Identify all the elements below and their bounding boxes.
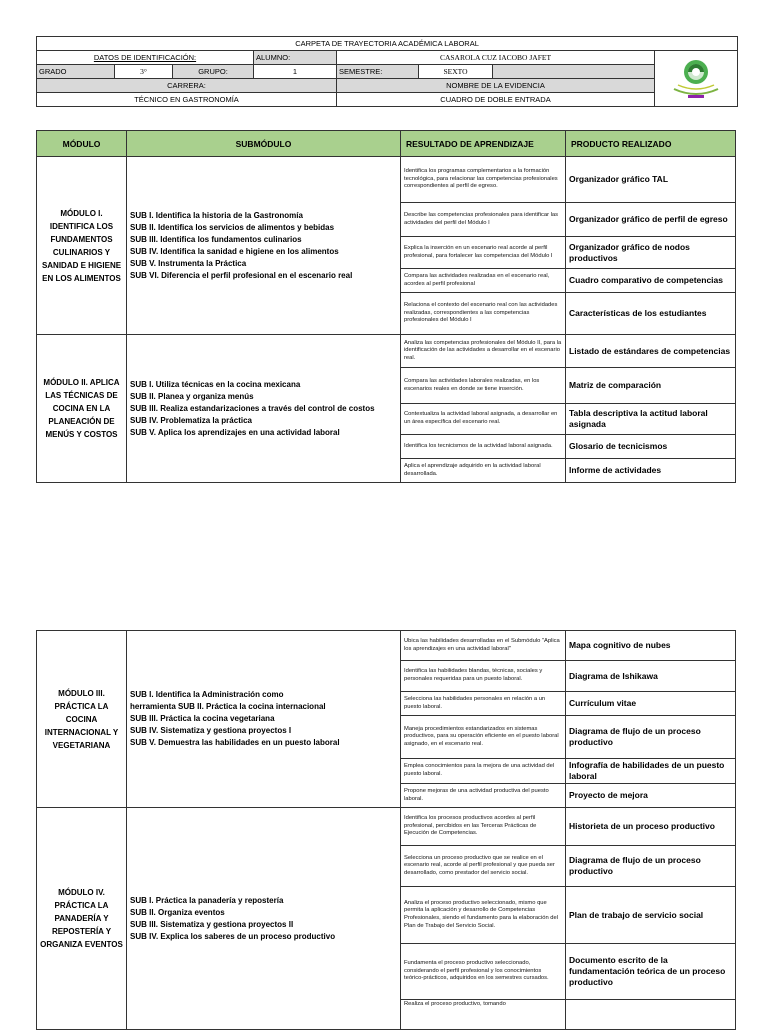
- datos-label: DATOS DE IDENTIFICACIÓN:: [37, 51, 254, 65]
- submodule-item: SUB III. Identifica los fundamentos culinarios: [130, 234, 302, 244]
- learning-outcome: Compara las actividades laborales realizadas, en los escenarios reales en donde se tiene inserción.: [401, 368, 566, 404]
- learning-outcome: Emplea conocimientos para la mejora de una actividad del puesto laboral.: [401, 759, 566, 784]
- learning-outcome: Identifica los procesos productivos acordes al perfil profesional, percibidos en las Terceras Prácticas de Ejecución de Competencias.: [401, 808, 566, 846]
- learning-outcome: Describe las competencias profesionales para identificar las actividades del perfil del Módulo I: [401, 203, 566, 237]
- product-cell: Glosario de tecnicismos: [566, 435, 736, 459]
- submodule-item: SUB I. Identifica la Administración como: [130, 690, 284, 699]
- col-modulo: MÓDULO: [37, 131, 127, 157]
- module-name: MÓDULO III. PRÁCTICA LA COCINA INTERNACIONAL Y VEGETARIANA: [37, 631, 127, 808]
- submodule-item: SUB IV. Explica los saberes de un proceso productivo: [130, 931, 336, 941]
- table-row: [37, 808, 736, 846]
- submodule-item: SUB V. Aplica los aprendizajes en una actividad laboral: [130, 427, 340, 437]
- learning-outcome: Ubica las habilidades desarrolladas en el Submódulo "Aplica los aprendizajes en una actividad laboral": [401, 631, 566, 661]
- product-cell: Listado de estándares de competencias: [566, 335, 736, 368]
- col-submodulo: SUBMÓDULO: [127, 131, 401, 157]
- logo-cell: [655, 51, 738, 107]
- product-cell: Diagrama de flujo de un proceso productivo: [566, 846, 736, 887]
- learning-outcome: Compara las actividades realizadas en el escenario real, acordes al perfil profesional: [401, 269, 566, 293]
- identification-header: [36, 36, 738, 107]
- learning-outcome: Analiza el proceso productivo seleccionado, mismo que permita la aplicación y desarrollo de Competencias Profesionales, siendo el fundamento para la elaboración del Plan de Trabajo del Servicio Social.: [401, 887, 566, 944]
- submodule-item: SUB VI. Diferencia el perfil profesional en el escenario real: [130, 270, 353, 280]
- module-name: MÓDULO IV. PRÁCTICA LA PANADERÍA Y REPOSTERÍA Y ORGANIZA EVENTOS: [37, 808, 127, 1030]
- learning-outcome: Aplica el aprendizaje adquirido en la actividad laboral desarrollada.: [401, 459, 566, 483]
- learning-outcome: Selecciona un proceso productivo que se realice en el escenario real, acorde al perfil profesional y que pueda ser desarrollado, como prestador del servicio social.: [401, 846, 566, 887]
- product-cell: Organizador gráfico de perfil de egreso: [566, 203, 736, 237]
- modules-table-top: [36, 130, 736, 483]
- learning-outcome: Maneja procedimientos estandarizados en sistemas productivos, para su operación eficiente en el puesto laboral asignado, en el escenario real.: [401, 716, 566, 759]
- product-cell: Diagrama de Ishikawa: [566, 661, 736, 692]
- submodule-item: SUB III. Realiza estandarizaciones a través del control de costos: [130, 403, 375, 413]
- product-cell: Currículum vitae: [566, 692, 736, 716]
- semestre-label: SEMESTRE:: [337, 65, 419, 79]
- col-resultado: RESULTADO DE APRENDIZAJE: [401, 131, 566, 157]
- product-cell: [566, 1000, 736, 1030]
- learning-outcome: Relaciona el contexto del escenario real con las actividades realizadas, correspondientes a las competencias profesionales del Módulo I: [401, 293, 566, 335]
- submodule-list: [127, 808, 401, 1030]
- product-cell: Características de los estudiantes: [566, 293, 736, 335]
- module-name: MÓDULO I. IDENTIFICA LOS FUNDAMENTOS CULINARIOS Y SANIDAD E HIGIENE EN LOS ALIMENTOS: [37, 157, 127, 335]
- submodule-item: SUB II. Planea y organiza menús: [130, 391, 254, 401]
- product-cell: Proyecto de mejora: [566, 784, 736, 808]
- submodule-item: SUB III. Práctica la cocina vegetariana: [130, 714, 275, 723]
- grupo-value: 1: [254, 65, 337, 79]
- submodule-list: [127, 157, 401, 335]
- product-cell: Historieta de un proceso productivo: [566, 808, 736, 846]
- semestre-value: SEXTO: [419, 65, 493, 79]
- table-row: [37, 157, 736, 203]
- learning-outcome: Selecciona las habilidades personales en relación a un puesto laboral.: [401, 692, 566, 716]
- document-title: CARPETA DE TRAYECTORIA ACADÉMICA LABORAL: [37, 37, 738, 51]
- submodule-item: SUB I. Identifica la historia de la Gastronomía: [130, 210, 303, 220]
- submodule-item: SUB I. Práctica la panadería y repostería: [130, 895, 284, 905]
- grado-label: GRADO: [37, 65, 115, 79]
- grupo-label: GRUPO:: [173, 65, 254, 79]
- learning-outcome: Realiza el proceso productivo, tomando: [401, 1000, 566, 1030]
- product-cell: Matriz de comparación: [566, 368, 736, 404]
- learning-outcome: Contextualiza la actividad laboral asignada, a desarrollar en un área específica del escenario real.: [401, 404, 566, 435]
- learning-outcome: Identifica los tecnicismos de la actividad laboral asignada.: [401, 435, 566, 459]
- school-logo-icon: [664, 55, 728, 103]
- product-cell: Infografía de habilidades de un puesto laboral: [566, 759, 736, 784]
- product-cell: Documento escrito de la fundamentación teórica de un proceso productivo: [566, 944, 736, 1000]
- grado-value: 3°: [115, 65, 173, 79]
- product-cell: Mapa cognitivo de nubes: [566, 631, 736, 661]
- product-cell: Cuadro comparativo de competencias: [566, 269, 736, 293]
- learning-outcome: Analiza las competencias profesionales del Módulo II, para la identificación de las actividades a desarrollar en el escenario real.: [401, 335, 566, 368]
- semestre-filler: [493, 65, 655, 79]
- submodule-item: SUB V. Instrumenta la Práctica: [130, 258, 247, 268]
- evidencia-label: NOMBRE DE LA EVIDENCIA: [337, 79, 655, 93]
- submodule-item: SUB I. Utiliza técnicas en la cocina mexicana: [130, 379, 301, 389]
- product-cell: Informe de actividades: [566, 459, 736, 483]
- modules-table-bottom: [36, 630, 736, 1030]
- submodule-list: [127, 631, 401, 808]
- col-producto: PRODUCTO REALIZADO: [566, 131, 736, 157]
- learning-outcome: Identifica las habilidades blandas, técnicas, sociales y personales requeridas para un puesto laboral.: [401, 661, 566, 692]
- alumno-label: ALUMNO:: [254, 51, 337, 65]
- product-cell: Plan de trabajo de servicio social: [566, 887, 736, 944]
- learning-outcome: Propone mejoras de una actividad productiva del puesto laboral.: [401, 784, 566, 808]
- submodule-list: [127, 335, 401, 483]
- submodule-item: SUB IV. Problematiza la práctica: [130, 415, 252, 425]
- submodule-item: SUB II. Organiza eventos: [130, 907, 225, 917]
- submodule-item: SUB III. Sistematiza y gestiona proyectos II: [130, 919, 294, 929]
- product-cell: Organizador gráfico de nodos productivos: [566, 237, 736, 269]
- column-header-row: [37, 131, 736, 157]
- product-cell: Tabla descriptiva la actitud laboral asignada: [566, 404, 736, 435]
- module-name: MÓDULO II. APLICA LAS TÉCNICAS DE COCINA EN LA PLANEACIÓN DE MENÚS Y COSTOS: [37, 335, 127, 483]
- carrera-value: TÉCNICO EN GASTRONOMÍA: [37, 93, 337, 107]
- learning-outcome: Identifica los programas complementarios a la formación tecnológica, para relacionar las competencias profesionales correspondientes al perfil de egreso.: [401, 157, 566, 203]
- submodule-item: SUB IV. Identifica la sanidad e higiene en los alimentos: [130, 246, 339, 256]
- submodule-item: SUB IV. Sistematiza y gestiona proyectos I: [130, 726, 292, 735]
- learning-outcome: Fundamenta el proceso productivo seleccionado, considerando el perfil profesional y los conocimientos teórico-prácticos, adquiridos en los semestres cursados.: [401, 944, 566, 1000]
- learning-outcome: Explica la inserción en un escenario real acorde al perfil profesional, para fortalecer las competencias del Módulo I: [401, 237, 566, 269]
- submodule-item: SUB V. Demuestra las habilidades en un puesto laboral: [130, 738, 340, 747]
- table-row: [37, 335, 736, 368]
- submodule-item: SUB II. Identifica los servicios de alimentos y bebidas: [130, 222, 335, 232]
- submodule-item: herramienta SUB II. Práctica la cocina internacional: [130, 702, 326, 711]
- carrera-label: CARRERA:: [37, 79, 337, 93]
- table-row: [37, 631, 736, 661]
- product-cell: Diagrama de flujo de un proceso productivo: [566, 716, 736, 759]
- alumno-value: CASAROLA CUZ IACOBO JAFET: [337, 51, 655, 65]
- product-cell: Organizador gráfico TAL: [566, 157, 736, 203]
- evidencia-value: CUADRO DE DOBLE ENTRADA: [337, 93, 655, 107]
